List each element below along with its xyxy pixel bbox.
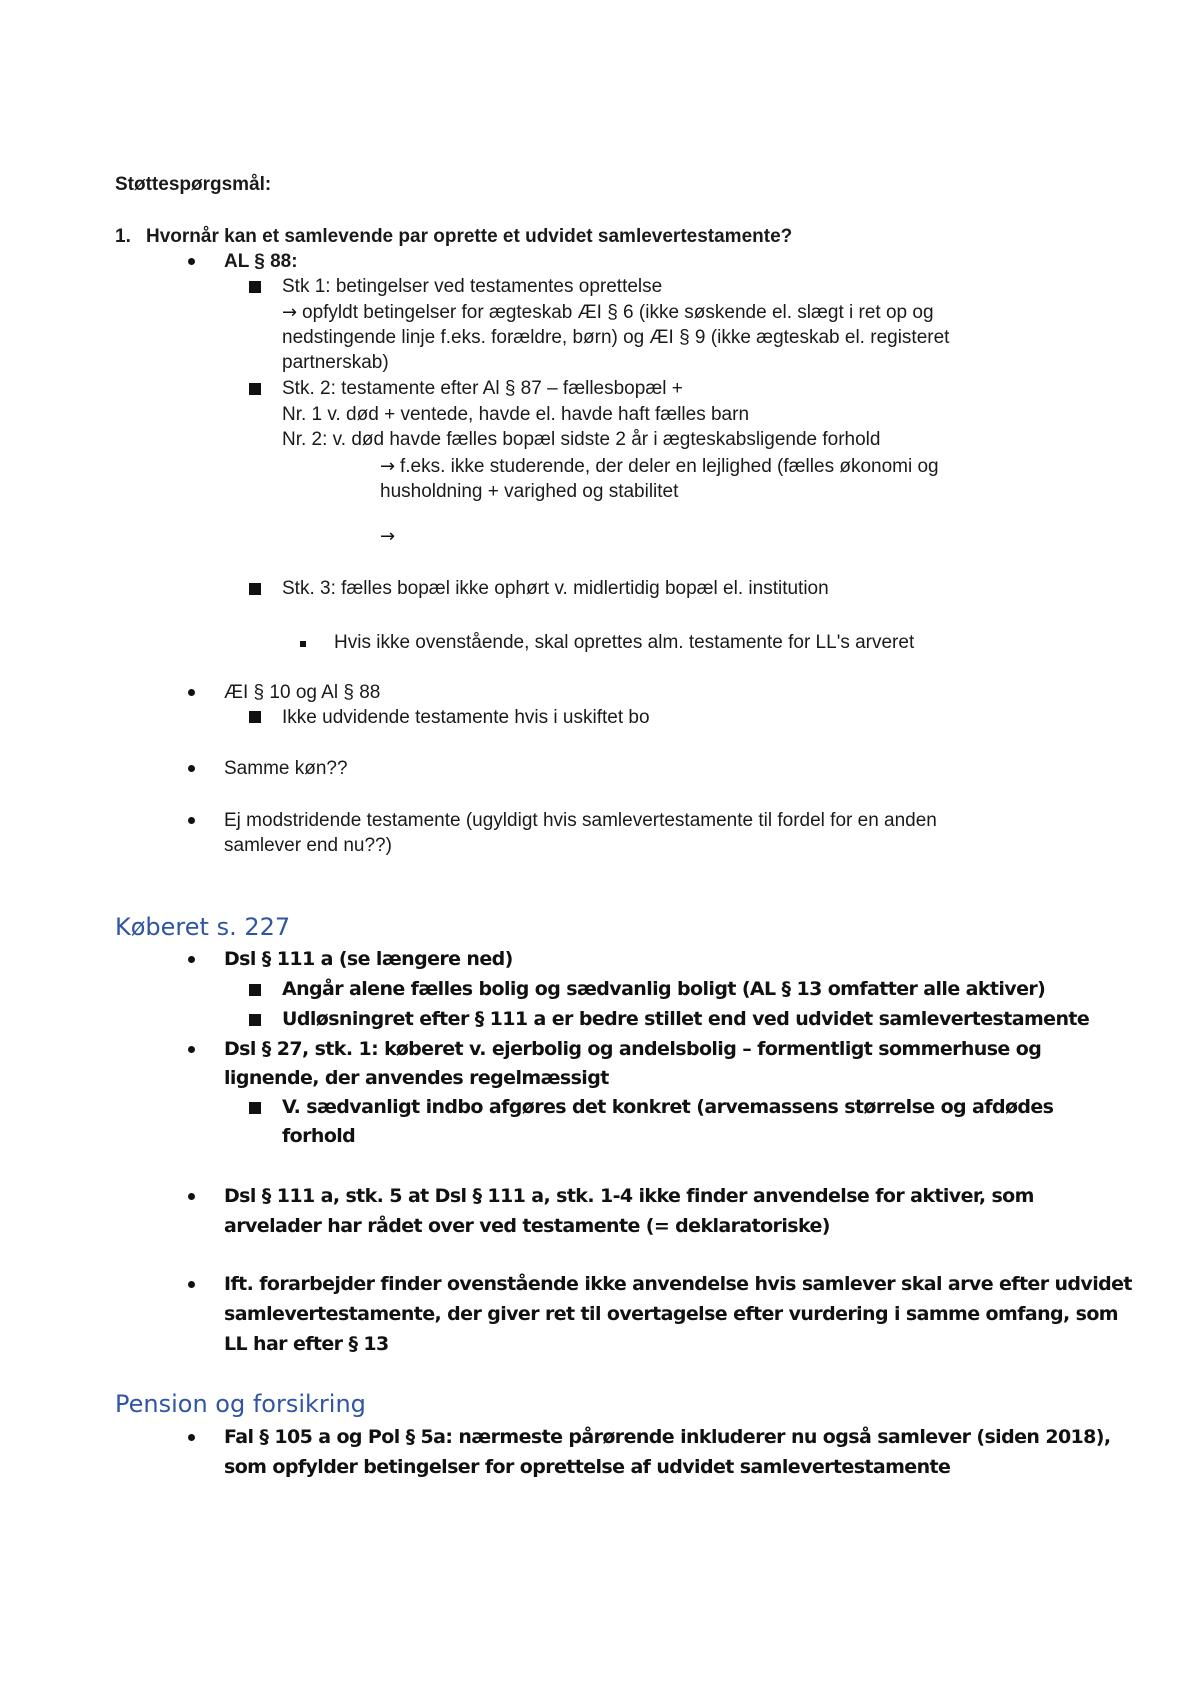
koberet-b1: Dsl § 111 a (se længere ned) xyxy=(224,948,513,970)
koberet-b4-l2: samlevertestamente, der giver ret til overtagelse efter vurdering i samme omfang, som xyxy=(224,1303,1119,1325)
koberet-b2-l2: lignende, der anvendes regelmæssigt xyxy=(224,1067,609,1089)
bullet-small-square-icon xyxy=(300,641,306,647)
pension-b1-l2: som opfylder betingelser for oprettelse af udvidet samlevertestamente xyxy=(224,1456,951,1478)
bullet-square-icon xyxy=(249,984,261,996)
bullet-square-icon xyxy=(249,1014,261,1026)
arrow-icon: → xyxy=(380,456,396,477)
bullet-square-icon xyxy=(249,1102,261,1114)
koberet-b1-s1: Angår alene fælles bolig og sædvanlig boligt (AL § 13 omfatter alle aktiver) xyxy=(282,978,1046,1000)
koberet-b1-s2: Udløsningret efter § 111 a er bedre stillet end ved udvidet samlevertestamente xyxy=(282,1008,1090,1030)
bullet-dot-icon xyxy=(188,1281,195,1288)
stk1-line1: Stk 1: betingelser ved testamentes oprettelse xyxy=(282,276,663,297)
koberet-heading: Køberet s. 227 xyxy=(115,913,291,941)
arrow-icon: → xyxy=(282,302,298,323)
koberet-b2-s1-l2: forhold xyxy=(282,1125,356,1147)
koberet-b2-l1: Dsl § 27, stk. 1: køberet v. ejerbolig og andelsbolig – formentligt sommerhuse og xyxy=(224,1038,1042,1060)
bullet-square-icon xyxy=(249,583,261,595)
koberet-b3-l2: arvelader har rådet over ved testamente (= deklaratoriske) xyxy=(224,1215,830,1237)
same-sex-line: Samme køn?? xyxy=(224,758,348,779)
bullet-square-icon xyxy=(249,383,261,395)
bullet-dot-icon xyxy=(188,817,195,824)
bullet-dot-icon xyxy=(188,1434,195,1441)
koberet-b2-s1-l1: V. sædvanligt indbo afgøres det konkret (arvemassens størrelse og afdødes xyxy=(282,1096,1054,1118)
stk2-line3: Nr. 2: v. død havde fælles bopæl sidste 2 år i ægteskabsligende forhold xyxy=(282,429,881,450)
bullet-dot-icon xyxy=(188,956,195,963)
arrow-icon: → xyxy=(380,526,396,547)
question-text: Hvornår kan et samlevende par oprette et udvidet samlevertestamente? xyxy=(146,226,793,247)
note-line: Hvis ikke ovenstående, skal oprettes alm. testamente for LL's arveret xyxy=(334,632,915,653)
stk1-line2: opfyldt betingelser for ægteskab ÆI § 6 (ikke søskende el. slægt i ret op og xyxy=(302,302,934,323)
stk3-line: Stk. 3: fælles bopæl ikke ophørt v. midlertidig bopæl el. institution xyxy=(282,578,829,599)
bullet-dot-icon xyxy=(188,689,195,696)
bullet-dot-icon xyxy=(188,1046,195,1053)
bullet-dot-icon xyxy=(188,765,195,772)
bullet-dot-icon xyxy=(188,1193,195,1200)
koberet-b4-l1: Ift. forarbejder finder ovenstående ikke anvendelse hvis samlever skal arve efter udvidet xyxy=(224,1273,1132,1295)
conflict-line2: samlever end nu??) xyxy=(224,835,392,856)
bullet-square-icon xyxy=(249,281,261,293)
koberet-b4-l3: LL har efter § 13 xyxy=(224,1333,389,1355)
stk2-line4: f.eks. ikke studerende, der deler en lejlighed (fælles økonomi og xyxy=(400,456,939,477)
support-title: Støttespørgsmål: xyxy=(115,174,272,195)
conflict-line1: Ej modstridende testamente (ugyldigt hvis samlevertestamente til fordel for en anden xyxy=(224,810,937,831)
ael10-label: ÆI § 10 og Al § 88 xyxy=(224,682,381,703)
koberet-b3-l1: Dsl § 111 a, stk. 5 at Dsl § 111 a, stk. 1-4 ikke finder anvendelse for aktiver, som xyxy=(224,1185,1034,1207)
pension-heading: Pension og forsikring xyxy=(115,1390,366,1418)
question-number: 1. xyxy=(115,226,131,247)
stk1-line4: partnerskab) xyxy=(282,352,389,373)
stk2-line1: Stk. 2: testamente efter Al § 87 – fællesbopæl + xyxy=(282,378,683,399)
pension-b1-l1: Fal § 105 a og Pol § 5a: nærmeste pårørende inkluderer nu også samlever (siden 2018), xyxy=(224,1426,1111,1448)
ael10-sub: Ikke udvidende testamente hvis i uskiftet bo xyxy=(282,707,650,728)
stk2-line2: Nr. 1 v. død + ventede, havde el. havde haft fælles barn xyxy=(282,404,750,425)
stk1-line3: nedstingende linje f.eks. forældre, børn) og ÆI § 9 (ikke ægteskab el. registeret xyxy=(282,327,950,348)
stk2-line5: husholdning + varighed og stabilitet xyxy=(380,481,679,502)
bullet-square-icon xyxy=(249,711,261,723)
al88-label: AL § 88: xyxy=(224,251,298,272)
bullet-dot-icon xyxy=(188,258,195,265)
